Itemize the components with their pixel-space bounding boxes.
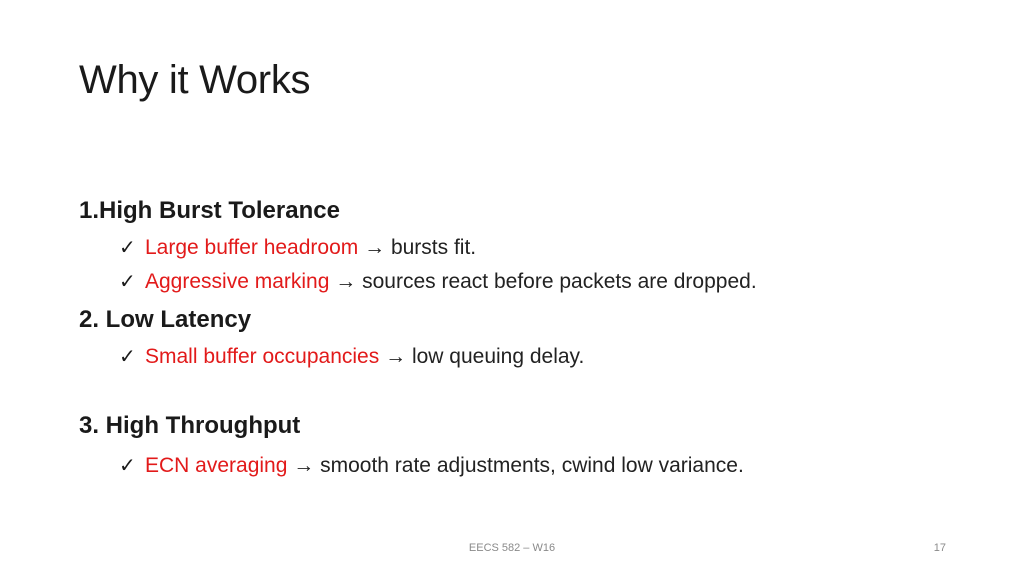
page-number: 17 xyxy=(933,542,946,554)
bullet-text: low queuing delay. xyxy=(411,345,585,368)
slide-footer: EECS 582 – W16 xyxy=(468,542,556,554)
right-arrow-icon: → xyxy=(364,236,386,259)
bullet-buffer-headroom xyxy=(119,235,476,260)
bullet-aggressive-marking xyxy=(119,269,757,294)
checkmark-icon: ✓ xyxy=(119,271,136,293)
checkmark-icon: ✓ xyxy=(119,346,136,368)
bullet-ecn-averaging xyxy=(119,453,744,478)
section-heading-high-throughput: 3. High Throughput xyxy=(79,412,301,439)
bullet-text: smooth rate adjustments, cwind low variance. xyxy=(320,454,744,477)
checkmark-icon: ✓ xyxy=(119,237,136,259)
right-arrow-icon: → xyxy=(293,454,315,477)
slide-title: Why it Works xyxy=(79,58,311,102)
bullet-text: sources react before packets are dropped. xyxy=(362,270,757,293)
checkmark-icon: ✓ xyxy=(119,455,136,477)
bullet-text: bursts fit. xyxy=(390,236,477,259)
bullet-highlight: Large buffer headroom xyxy=(145,236,359,259)
section-heading-burst-tolerance: 1.High Burst Tolerance xyxy=(79,197,340,224)
bullet-highlight: Aggressive marking xyxy=(145,270,330,293)
bullet-small-buffer xyxy=(119,344,584,369)
bullet-highlight: ECN averaging xyxy=(145,454,288,477)
bullet-highlight: Small buffer occupancies xyxy=(145,345,380,368)
right-arrow-icon: → xyxy=(335,270,357,293)
right-arrow-icon: → xyxy=(385,345,407,368)
section-heading-low-latency: 2. Low Latency xyxy=(79,306,252,333)
